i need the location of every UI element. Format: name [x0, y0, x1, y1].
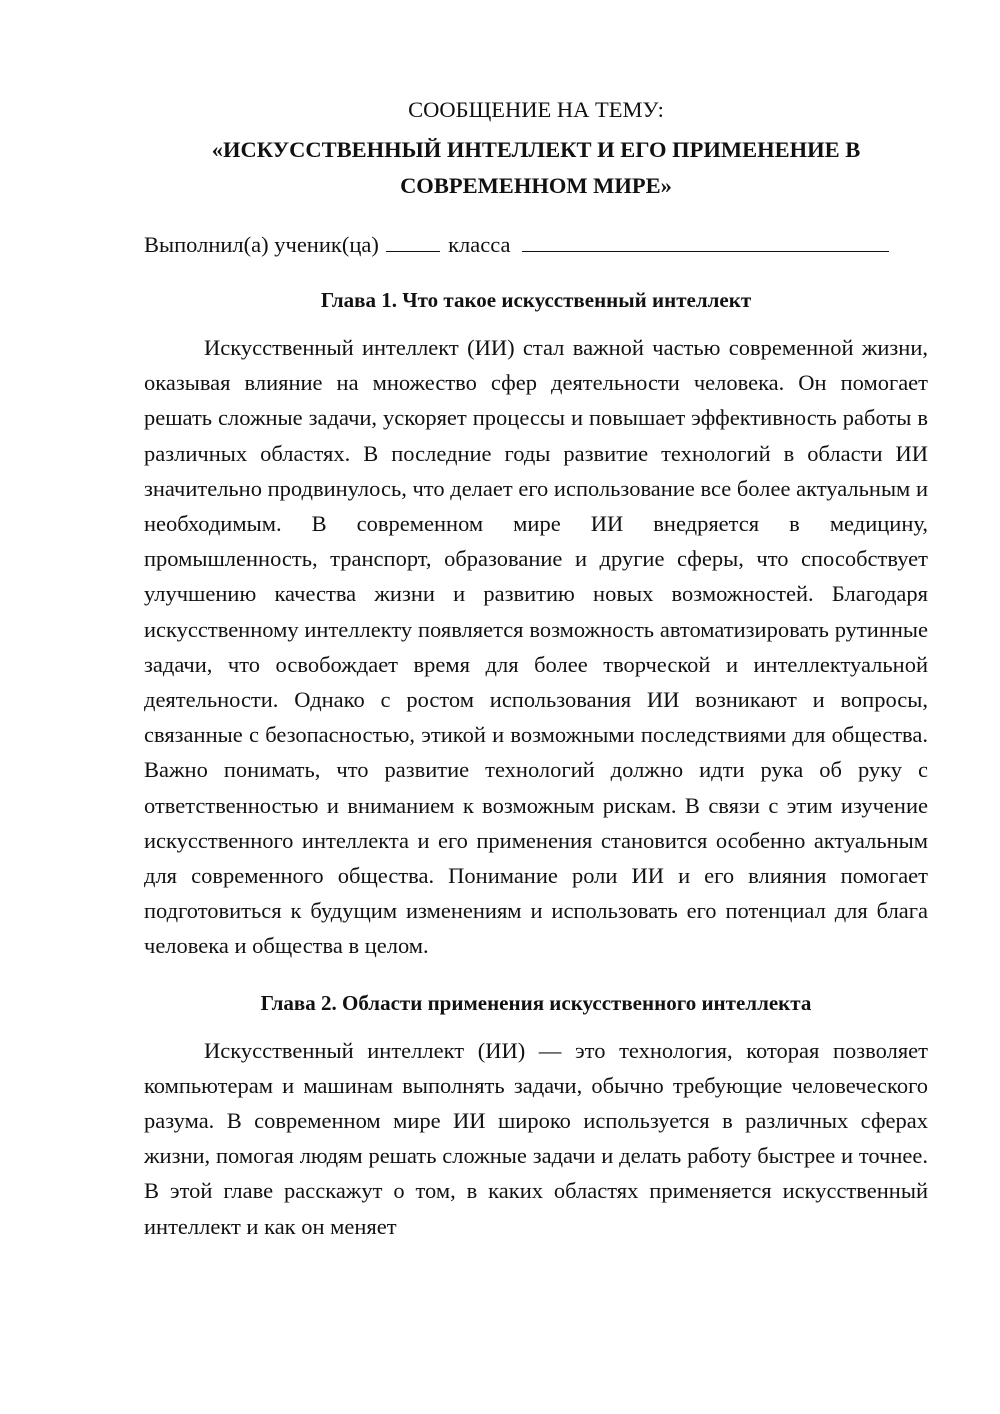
- document-title: [144, 132, 928, 204]
- chapter-2-heading: Глава 2. Области применения искусственного интеллекта: [260, 990, 812, 1015]
- chapter-2-paragraph: Искусственный интеллект (ИИ) — это технология, которая позволяет компьютерам и машинам выполнять задачи, обычно требующие человеческого разума. В современном мире ИИ широко используется в различных сферах жизни, помогая людям решать сложные задачи и делать работу быстрее и точнее. В этой главе расскажут о том, в каких областях применяется искусственный интеллект и как он меняет: [144, 1037, 928, 1239]
- class-label: класса: [448, 232, 511, 257]
- author-line: [144, 227, 928, 263]
- grade-blank: [386, 227, 440, 252]
- title-prefix: СООБЩЕНИЕ НА ТЕМУ:: [408, 97, 664, 122]
- chapter-1-paragraph: Искусственный интеллект (ИИ) стал важной частью современной жизни, оказывая влияние на множество сфер деятельности человека. Он помогает решать сложные задачи, ускоряет процессы и повышает эффективность работы в различных областях. В последние годы развитие технологий в области ИИ значительно продвинулось, что делает его использование все более актуальным и необходимым. В современном мире ИИ внедряется в медицину, промышленность, транспорт, образование и другие сферы, что способствует улучшению качества жизни и развитию новых возможностей. Благодаря искусственному интеллекту появляется возможность автоматизировать рутинные задачи, что освобождает время для более творческой и интеллектуальной деятельности. Однако с ростом использования ИИ возникают и вопросы, связанные с безопасностью, этикой и возможными последствиями для общества. Важно понимать, что развитие технологий должно идти рука об руку с ответственностью и вниманием к возможным рискам. В связи с этим изучение искусственного интеллекта и его применения становится особенно актуальным для современного общества. Понимание роли ИИ и его влияния помогает подготовиться к будущим изменениям и использовать его потенциал для блага человека и общества в целом.: [144, 335, 928, 959]
- document-title-line-1: «ИСКУССТВЕННЫЙ ИНТЕЛЛЕКТ И ЕГО ПРИМЕНЕНИЕ В: [211, 137, 861, 162]
- document-title-line-2: СОВРЕМЕННОМ МИРЕ»: [400, 173, 672, 198]
- name-blank: [522, 227, 889, 252]
- author-label: Выполнил(а) ученик(ца): [144, 232, 379, 257]
- document-page: [144, 92, 928, 1244]
- chapter-1-heading: Глава 1. Что такое искусственный интеллект: [320, 288, 752, 312]
